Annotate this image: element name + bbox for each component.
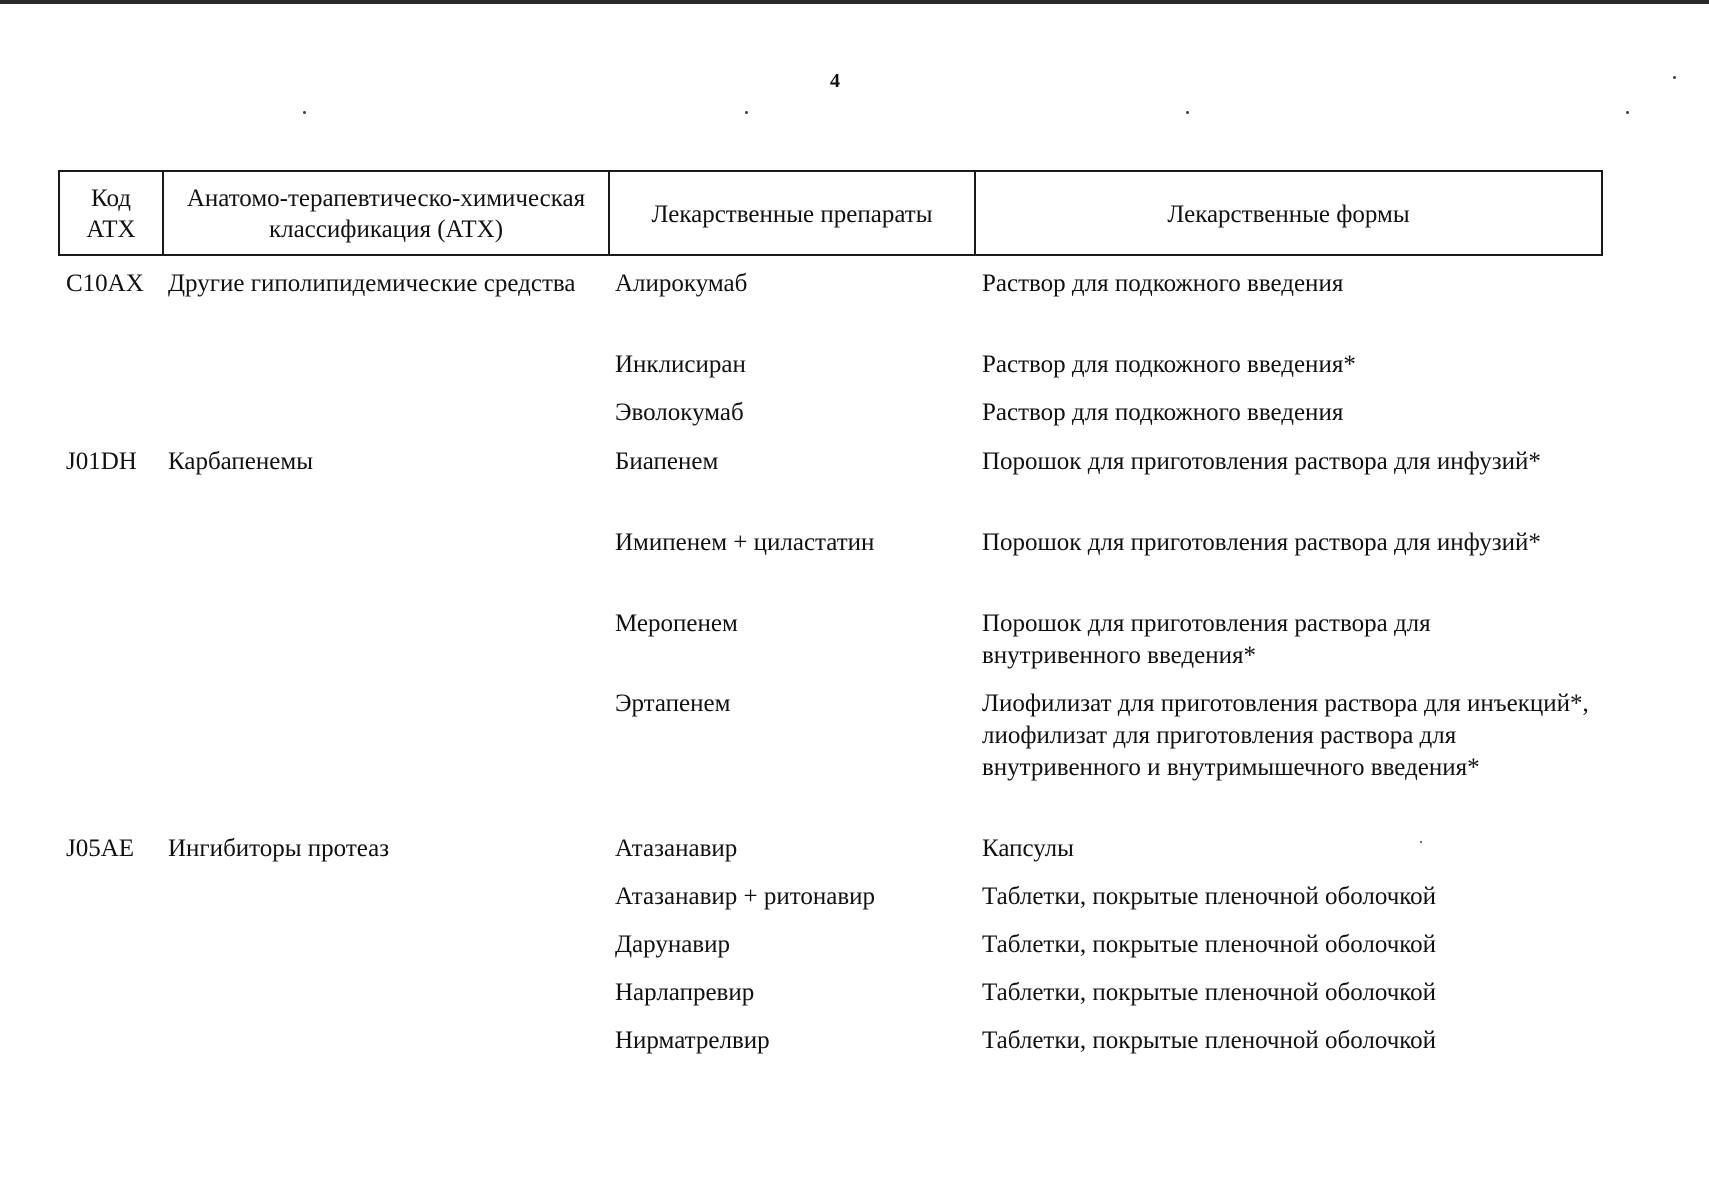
cell-code: J01DH — [66, 448, 137, 475]
cell-form: Порошок для приготовления раствора для инфузий* — [982, 448, 1541, 475]
cell-drug: Дарунавир — [615, 931, 730, 958]
cell-form: Раствор для подкожного введения — [982, 399, 1344, 426]
cell-form: Порошок для приготовления раствора для инфузий* — [982, 529, 1541, 556]
cell-classification: Другие гиполипидемические средства — [168, 270, 576, 297]
cell-classification: Карбапенемы — [168, 448, 313, 475]
cell-drug: Атазанавир + ритонавир — [615, 883, 875, 910]
cell-form: Таблетки, покрытые пленочной оболочкой — [982, 979, 1437, 1006]
cell-drug: Эволокумаб — [615, 399, 744, 426]
cell-form: Таблетки, покрытые пленочной оболочкой — [982, 931, 1437, 958]
cell-drug: Нарлапревир — [615, 979, 755, 1006]
scan-speck — [1186, 111, 1189, 114]
top-border-line — [0, 0, 1709, 4]
header-drugs: Лекарственные препараты — [610, 172, 976, 256]
cell-drug: Алирокумаб — [615, 270, 748, 297]
scan-speck — [303, 111, 306, 114]
scan-speck — [1626, 111, 1629, 114]
table-header — [58, 170, 1603, 256]
cell-form: Раствор для подкожного введения — [982, 270, 1344, 297]
header-code: Код АТХ — [60, 172, 164, 256]
cell-drug: Меропенем — [615, 610, 738, 637]
cell-form: Порошок для приготовления раствора для внутривенного введения* — [982, 610, 1431, 669]
cell-form: Капсулы — [982, 835, 1074, 862]
cell-drug: Имипенем + циластатин — [615, 529, 875, 556]
cell-form: Лиофилизат для приготовления раствора для инъекций*, лиофилизат для приготовления раствора для внутривенного и внутримышечного введения* — [982, 690, 1589, 781]
cell-drug: Инклисиран — [615, 351, 746, 378]
header-classification: Анатомо-терапевтическо-химическая классификация (АТХ) — [164, 172, 610, 256]
scan-speck — [745, 111, 748, 114]
scan-speck — [1673, 76, 1676, 79]
header-forms: Лекарственные формы — [1167, 200, 1410, 228]
cell-code: C10AX — [66, 270, 144, 297]
cell-form: Таблетки, покрытые пленочной оболочкой — [982, 883, 1437, 910]
page-number: 4 — [830, 70, 840, 92]
cell-drug: Атазанавир — [615, 835, 738, 862]
cell-form: Раствор для подкожного введения* — [982, 351, 1356, 378]
cell-form: Таблетки, покрытые пленочной оболочкой — [982, 1027, 1437, 1054]
cell-code: J05AE — [66, 835, 135, 862]
cell-drug: Эртапенем — [615, 690, 731, 717]
cell-drug: Нирматрелвир — [615, 1027, 770, 1054]
cell-classification: Ингибиторы протеаз — [168, 835, 390, 862]
cell-drug: Биапенем — [615, 448, 719, 475]
